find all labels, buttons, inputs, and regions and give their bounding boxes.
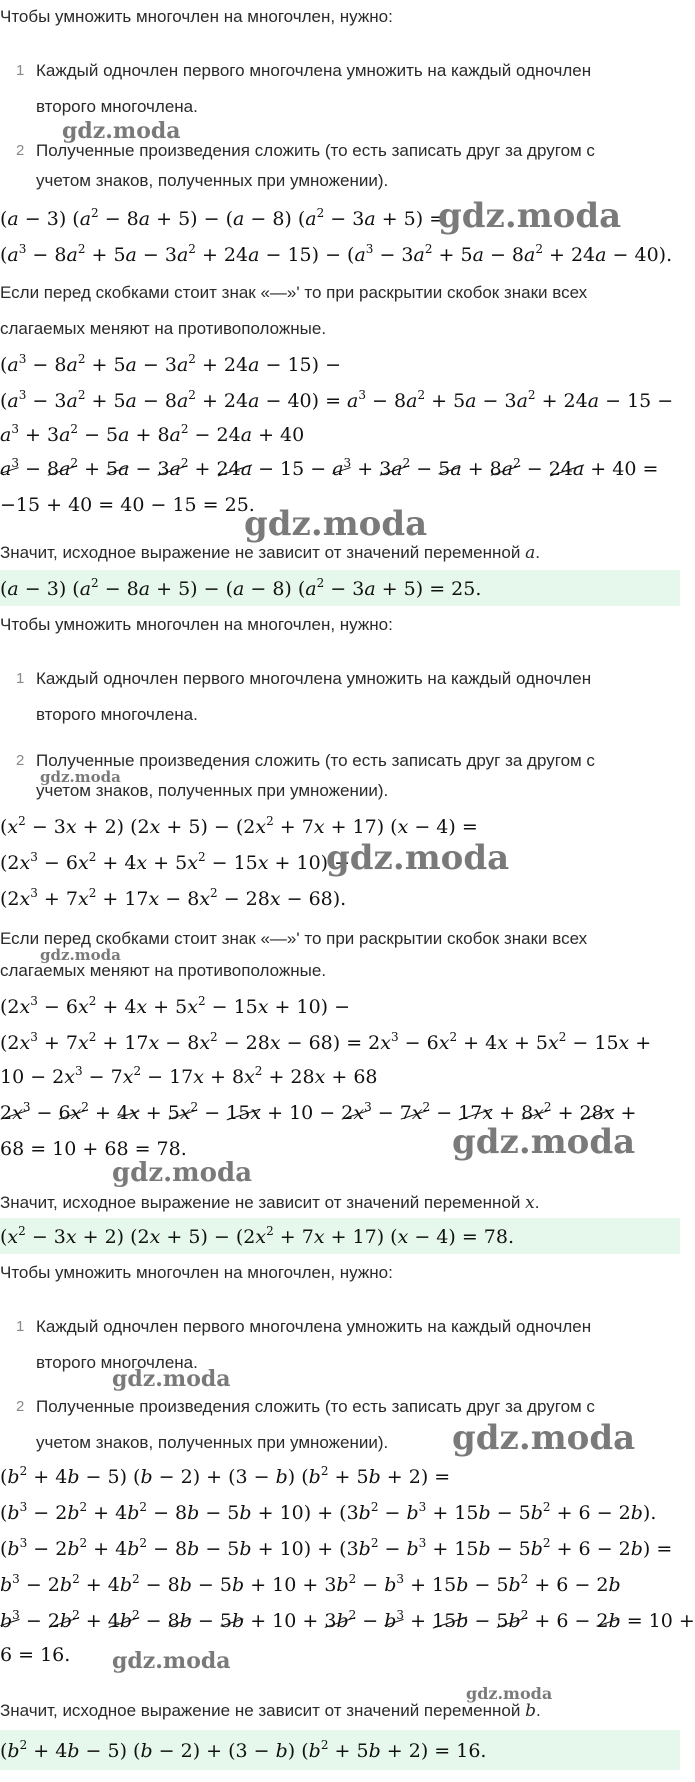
math-line: $(a^3 - 8a^2 + 5a - 3a^2 + 24a - 15) - (a^3 - 3a^2 + 5a - 8a^2 + 24a - 40)$. (0, 242, 673, 266)
conclusion-text: Значит, исходное выражение не зависит от значений переменной a. (0, 543, 540, 563)
watermark: gdz.moda (40, 946, 121, 964)
watermark: gdz.moda (40, 768, 121, 786)
answer-line: $(b^2 + 4b - 5) (b - 2) + (3 - b) (b^2 + 5b + 2) = 16$. (0, 1738, 487, 1762)
math-line: $(b^3 - 2b^2 + 4b^2 - 8b - 5b + 10) + (3b^2 - b^3 + 15b - 5b^2 + 6 - 2b)$. (0, 1500, 657, 1524)
watermark: gdz.moda (112, 1648, 231, 1674)
intro-text: Чтобы умножить многочлен на многочлен, нужно: (0, 7, 393, 26)
math-line: $10 - 2x^3 - 7x^2 - 17x + 8x^2 + 28x + 68$ (0, 1064, 378, 1088)
step-number: 2 (16, 142, 25, 159)
step-text: второго многочлена. (36, 705, 198, 724)
math-line: $b^3 - 2b^2 + 4b^2 - 8b - 5b + 10 + 3b^2 - b^3 + 15b - 5b^2 + 6 - 2b$ (0, 1572, 621, 1596)
conclusion-text: Значит, исходное выражение не зависит от значений переменной b. (0, 1701, 541, 1721)
watermark: gdz.moda (326, 838, 510, 878)
math-line: $(2x^3 + 7x^2 + 17x - 8x^2 - 28x - 68)$. (0, 886, 347, 910)
math-line: $(2x^3 - 6x^2 + 4x + 5x^2 - 15x + 10)$ − (0, 994, 351, 1018)
watermark: gdz.moda (466, 1684, 553, 1703)
step-text: Каждый одночлен первого многочлена умножить на каждый одночлен (36, 61, 592, 80)
step-text: учетом знаков, полученных при умножении). (36, 781, 389, 800)
math-line: $b^3 - 2b^2 + 4b^2 - 8b - 5b + 10 + 3b^2 - b^3 + 15b - 5b^2 + 6 - 2b = 10$ + (0, 1608, 695, 1632)
answer-line: (a − 3) $(a^2 - 8a + 5) - (a - 8) (a^2 - 3a + 5) = 25$. (0, 576, 482, 600)
step-text: Полученные произведения сложить (то есть записать друг за другом с (36, 1397, 595, 1416)
step-number: 1 (16, 670, 25, 687)
math-line: $(b^3 - 2b^2 + 4b^2 - 8b - 5b + 10) + (3b^2 - b^3 + 15b - 5b^2 + 6 - 2b)$ = (0, 1536, 673, 1560)
math-line: $(b^2 + 4b - 5) (b - 2) + (3 - b) (b^2 + 5b + 2)$ = (0, 1464, 451, 1488)
math-line: $(x^2 - 3x + 2) (2x + 5) - (2x^2 + 7x + 17) (x - 4)$ = (0, 814, 478, 838)
step-text: учетом знаков, полученных при умножении). (36, 171, 389, 190)
math-line: $(a^3 - 3a^2 + 5a - 8a^2 + 24a - 40) = a^3 - 8a^2 + 5a - 3a^2 + 24a - 15$ − (0, 388, 674, 412)
watermark: gdz.moda (452, 1122, 636, 1162)
rule-text: Если перед скобками стоит знак «—»' то при раскрытии скобок знаки всех (0, 929, 588, 948)
step-number: 1 (16, 1318, 25, 1335)
watermark: gdz.moda (438, 196, 622, 236)
watermark: gdz.moda (244, 504, 428, 544)
step-text: учетом знаков, полученных при умножении). (36, 1433, 389, 1452)
step-text: Каждый одночлен первого многочлена умножить на каждый одночлен (36, 1317, 592, 1336)
rule-text: слагаемых меняют на противоположные. (0, 961, 327, 980)
rule-text: Если перед скобками стоит знак «—»' то при раскрытии скобок знаки всех (0, 283, 588, 302)
rule-text: слагаемых меняют на противоположные. (0, 319, 327, 338)
math-line: −15 + 40 = 40 − 15 = 25. (0, 494, 255, 516)
step-text: второго многочлена. (36, 97, 198, 116)
math-line: $a^3 - 8a^2 + 5a - 3a^2 + 24a - 15 - a^3 + 3a^2 - 5a + 8a^2 - 24a + 40$ = (0, 456, 659, 480)
answer-line: $(x^2 - 3x + 2) (2x + 5) - (2x^2 + 7x + 17) (x - 4) = 78$. (0, 1224, 515, 1248)
intro-text: Чтобы умножить многочлен на многочлен, нужно: (0, 615, 393, 634)
math-line: 6 = 16. (0, 1644, 71, 1666)
math-line: $a^3 + 3a^2 - 5a + 8a^2 - 24a + 40$ (0, 422, 305, 446)
step-text: Полученные произведения сложить (то есть записать друг за другом с (36, 751, 595, 770)
math-line: (a − 3) $(a^2 - 8a + 5) - (a - 8) (a^2 - 3a + 5)$ = (0, 206, 446, 230)
step-text: Каждый одночлен первого многочлена умножить на каждый одночлен (36, 669, 592, 688)
step-number: 2 (16, 752, 25, 769)
math-line: $2x^3 - 6x^2 + 4x + 5x^2 - 15x + 10 - 2x^3 - 7x^2 - 17x + 8x^2 + 28x$ + (0, 1100, 637, 1124)
math-line: $(a^3 - 8a^2 + 5a - 3a^2 + 24a - 15)$ − (0, 352, 342, 376)
watermark: gdz.moda (62, 118, 181, 144)
intro-text: Чтобы умножить многочлен на многочлен, нужно: (0, 1263, 393, 1282)
watermark: gdz.moda (112, 1366, 231, 1392)
step-number: 1 (16, 62, 25, 79)
step-text: второго многочлена. (36, 1353, 198, 1372)
watermark: gdz.moda (112, 1158, 253, 1188)
math-line: $(2x^3 + 7x^2 + 17x - 8x^2 - 28x - 68) = 2x^3 - 6x^2 + 4x + 5x^2 - 15x$ + (0, 1030, 652, 1054)
math-line: $(2x^3 - 6x^2 + 4x + 5x^2 - 15x + 10)$ − (0, 850, 351, 874)
step-text: Полученные произведения сложить (то есть записать друг за другом с (36, 141, 595, 160)
step-number: 2 (16, 1398, 25, 1415)
math-line: 68 = 10 + 68 = 78. (0, 1138, 187, 1160)
watermark: gdz.moda (452, 1418, 636, 1458)
conclusion-text: Значит, исходное выражение не зависит от значений переменной x. (0, 1193, 540, 1213)
